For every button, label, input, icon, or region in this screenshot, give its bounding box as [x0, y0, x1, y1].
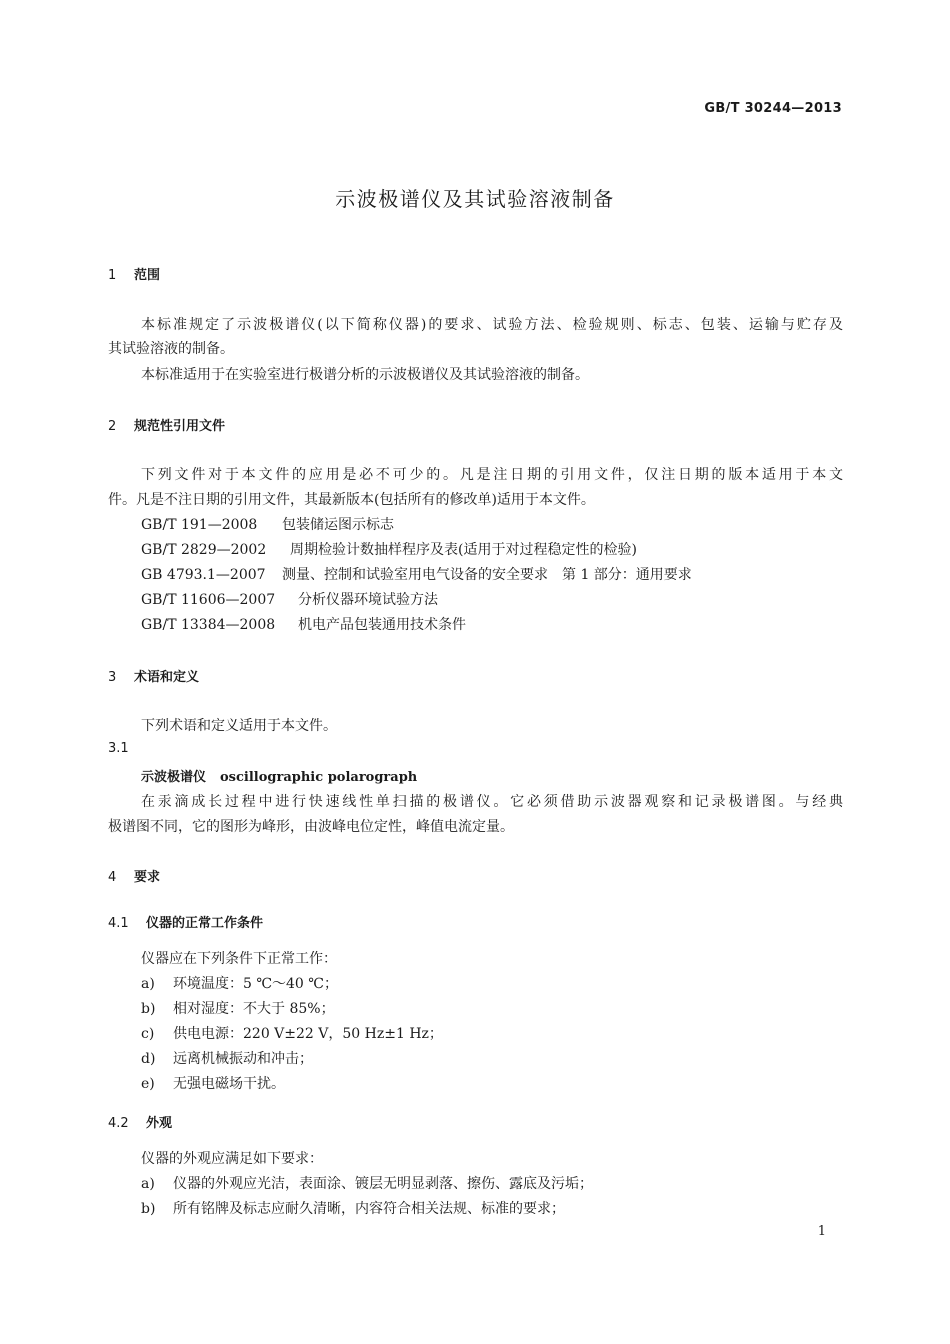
- section-2-heading: [108, 415, 225, 434]
- reference-code: GB/T 2829—2002: [141, 542, 267, 558]
- paragraph: 其试验溶液的制备。: [108, 341, 234, 357]
- list-item: [141, 973, 338, 993]
- list-text: 环境温度：5 ℃～40 ℃；: [173, 976, 338, 992]
- section-number: 2: [108, 419, 117, 434]
- subsection-4-1-heading: [108, 912, 263, 931]
- list-item: [141, 1023, 443, 1043]
- reference-code: GB/T 13384—2008: [141, 617, 276, 633]
- subsection-title: 外观: [146, 1116, 173, 1131]
- paragraph: 件。凡是不注日期的引用文件，其最新版本(包括所有的修改单)适用于本文件。: [108, 492, 595, 508]
- list-item: [141, 1198, 565, 1218]
- reference-title: 机电产品包装通用技术条件: [298, 617, 466, 633]
- paragraph: 下列术语和定义适用于本文件。: [141, 718, 337, 734]
- page-number: 1: [817, 1224, 826, 1239]
- list-text: 所有铭牌及标志应耐久清晰，内容符合相关法规、标准的要求；: [173, 1201, 565, 1217]
- section-1-heading: [108, 264, 160, 283]
- normative-reference: [141, 564, 692, 584]
- list-text: 相对湿度：不大于 85%；: [173, 1001, 335, 1017]
- list-marker: d): [141, 1051, 156, 1067]
- subsection-title: 仪器的正常工作条件: [146, 916, 264, 931]
- section-3-heading: [108, 666, 199, 685]
- paragraph: 仪器应在下列条件下正常工作：: [141, 951, 337, 967]
- paragraph: 仪器的外观应满足如下要求：: [141, 1151, 323, 1167]
- reference-code: GB/T 191—2008: [141, 517, 258, 533]
- normative-reference: [141, 614, 466, 634]
- term-definition: 在汞滴成长过程中进行快速线性单扫描的极谱仪。它必须借助示波器观察和记录极谱图。与经典: [141, 794, 843, 810]
- list-text: 仪器的外观应光洁，表面涂、镀层无明显剥落、擦伤、露底及污垢；: [173, 1176, 593, 1192]
- paragraph: 本标准适用于在实验室进行极谱分析的示波极谱仪及其试验溶液的制备。: [141, 367, 589, 383]
- list-marker: c): [141, 1026, 155, 1042]
- term-english: oscillographic polarograph: [220, 770, 418, 785]
- reference-title: 包装储运图示标志: [282, 517, 394, 533]
- document-number: GB/T 30244—2013: [704, 101, 842, 116]
- page-title: 示波极谱仪及其试验溶液制备: [335, 187, 615, 211]
- list-item: [141, 1173, 593, 1193]
- section-number: 4: [108, 870, 117, 885]
- normative-reference: [141, 539, 637, 559]
- list-text: 无强电磁场干扰。: [173, 1076, 285, 1092]
- list-marker: b): [141, 1001, 156, 1017]
- section-title: 范围: [134, 268, 161, 283]
- term-number: [108, 741, 129, 756]
- subsection-4-2-heading: [108, 1112, 172, 1131]
- paragraph: 本标准规定了示波极谱仪(以下简称仪器)的要求、试验方法、检验规则、标志、包装、运输与贮存及: [141, 317, 843, 333]
- list-item: [141, 1048, 313, 1068]
- normative-reference: [141, 514, 394, 534]
- section-title: 要求: [134, 870, 161, 885]
- list-marker: b): [141, 1201, 156, 1217]
- term-definition: 极谱图不同，它的图形为峰形，由波峰电位定性，峰值电流定量。: [108, 819, 514, 835]
- reference-title: 周期检验计数抽样程序及表(适用于对过程稳定性的检验): [290, 542, 637, 558]
- reference-code: GB 4793.1—2007: [141, 567, 266, 583]
- term-entry: [141, 766, 417, 785]
- term-chinese: 示波极谱仪: [141, 770, 207, 785]
- section-4-heading: [108, 866, 160, 885]
- paragraph: 下列文件对于本文件的应用是必不可少的。凡是注日期的引用文件，仅注日期的版本适用于本文: [141, 467, 843, 483]
- reference-code: GB/T 11606—2007: [141, 592, 276, 608]
- list-marker: a): [141, 976, 155, 992]
- subsection-number: 4.1: [108, 916, 129, 931]
- list-marker: a): [141, 1176, 155, 1192]
- section-number: 1: [108, 268, 117, 283]
- reference-title: 分析仪器环境试验方法: [298, 592, 438, 608]
- section-title: 术语和定义: [134, 670, 200, 685]
- list-item: [141, 1073, 285, 1093]
- list-item: [141, 998, 335, 1018]
- section-title: 规范性引用文件: [134, 419, 226, 434]
- list-marker: e): [141, 1076, 155, 1092]
- list-text: 远离机械振动和冲击；: [173, 1051, 313, 1067]
- reference-title: 测量、控制和试验室用电气设备的安全要求 第 1 部分：通用要求: [282, 567, 692, 583]
- list-text: 供电电源：220 V±22 V，50 Hz±1 Hz；: [173, 1026, 443, 1042]
- subsection-number: 4.2: [108, 1116, 129, 1131]
- term-number-text: 3.1: [108, 741, 129, 756]
- normative-reference: [141, 589, 438, 609]
- section-number: 3: [108, 670, 117, 685]
